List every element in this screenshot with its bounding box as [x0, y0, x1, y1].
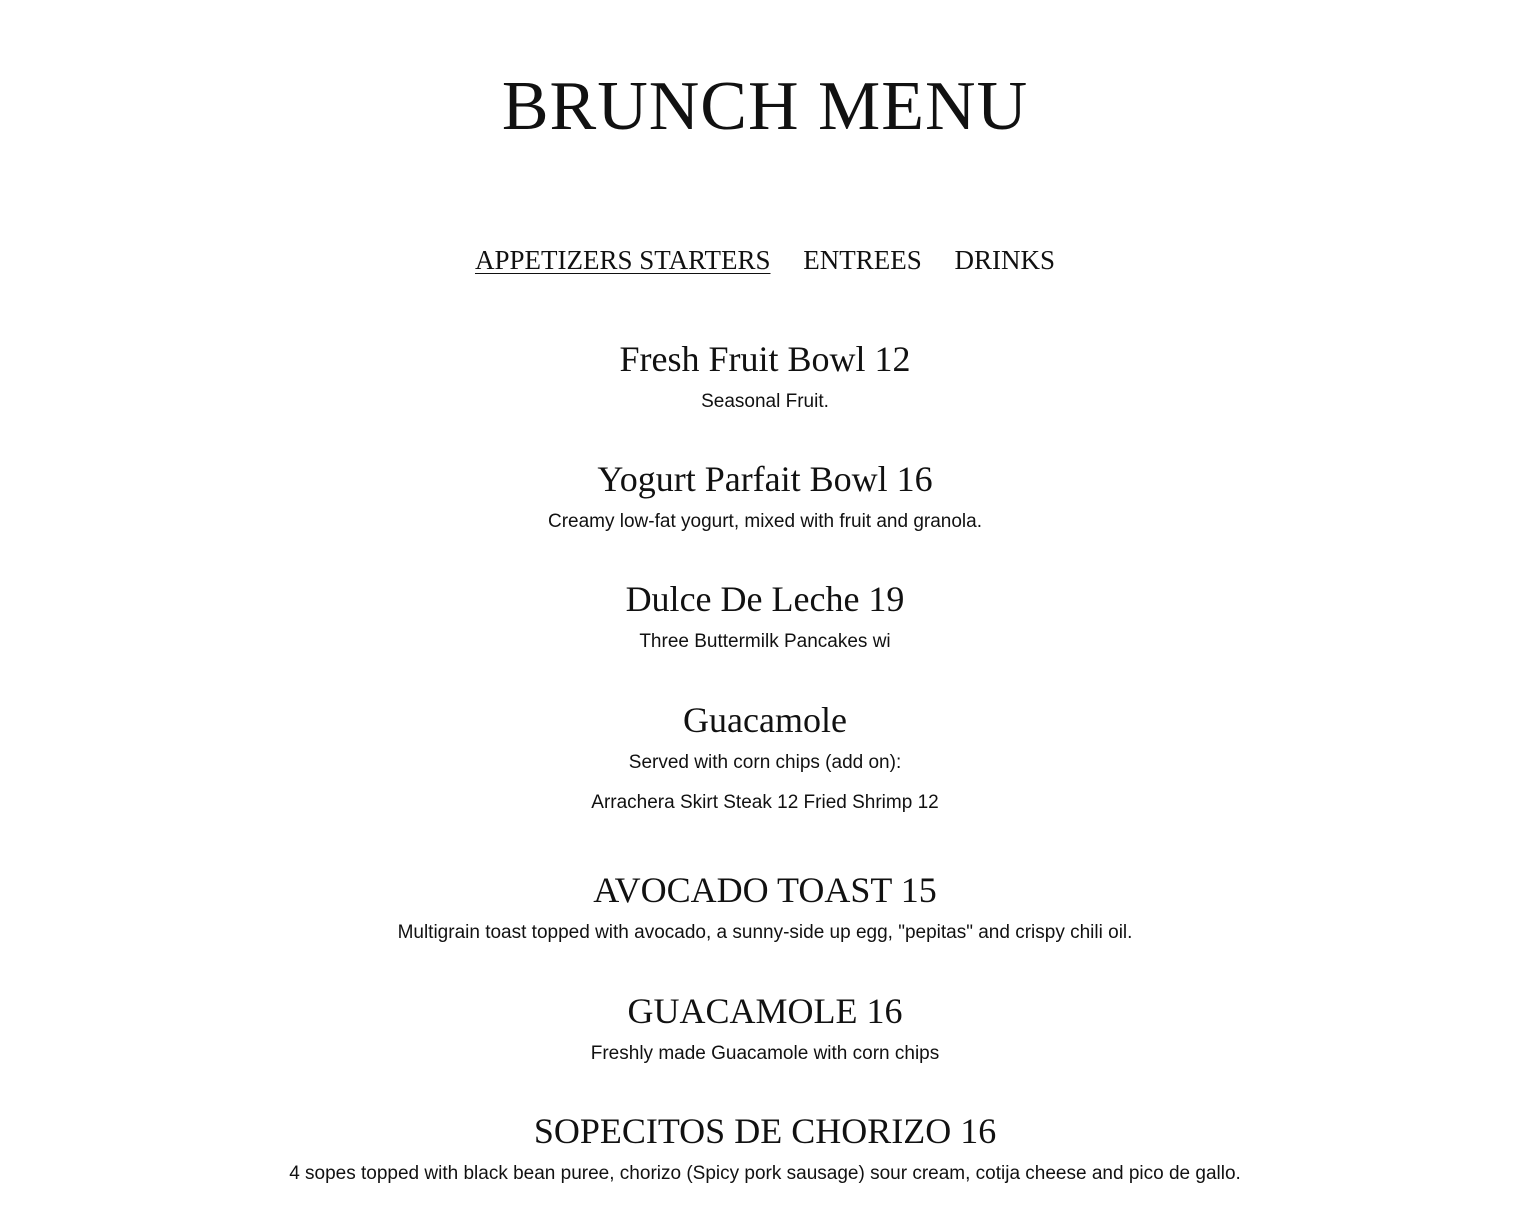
- menu-item-title: AVOCADO TOAST 15: [593, 870, 937, 910]
- menu-item-avocado-toast: [0, 868, 1530, 945]
- menu-item-description: Freshly made Guacamole with corn chips: [590, 1043, 940, 1064]
- menu-item-guacamole-16: [0, 989, 1530, 1066]
- menu-item-yogurt-parfait-bowl: [0, 457, 1530, 534]
- menu-item-guacamole: [0, 698, 1530, 815]
- menu-item-title: SOPECITOS DE CHORIZO 16: [533, 1111, 997, 1151]
- tab-entrees[interactable]: ENTREES: [803, 245, 922, 275]
- menu-item-description: 4 sopes topped with black bean puree, chorizo (Spicy pork sausage) sour cream, cotija cheese and pico de gallo.: [289, 1163, 1241, 1184]
- menu-item-description: Creamy low-fat yogurt, mixed with fruit and granola.: [547, 511, 982, 532]
- page-title: BRUNCH MENU: [501, 68, 1029, 145]
- menu-item-fresh-fruit-bowl: [0, 337, 1530, 414]
- menu-item-sopecitos-de-chorizo: [0, 1109, 1530, 1186]
- menu-item-title: Guacamole: [683, 700, 847, 740]
- menu-item-description: Seasonal Fruit.: [701, 391, 829, 412]
- menu-item-description: Three Buttermilk Pancakes wi: [639, 631, 891, 652]
- menu-item-title: Yogurt Parfait Bowl 16: [597, 459, 933, 499]
- menu-item-title: GUACAMOLE 16: [627, 991, 903, 1031]
- menu-item-dulce-de-leche: [0, 577, 1530, 654]
- tab-drinks[interactable]: DRINKS: [954, 245, 1056, 275]
- menu-item-title: Dulce De Leche 19: [625, 579, 905, 619]
- tab-appetizers-starters[interactable]: APPETIZERS STARTERS: [474, 245, 771, 275]
- menu-tabs: [0, 242, 1530, 278]
- menu-item-description: Served with corn chips (add on):: [628, 752, 902, 773]
- menu-item-add-ons: Arrachera Skirt Steak 12 Fried Shrimp 12: [591, 792, 939, 813]
- menu-item-description: Multigrain toast topped with avocado, a sunny-side up egg, "pepitas" and crispy chili oil.: [397, 922, 1133, 943]
- menu-item-title: Fresh Fruit Bowl 12: [619, 339, 911, 379]
